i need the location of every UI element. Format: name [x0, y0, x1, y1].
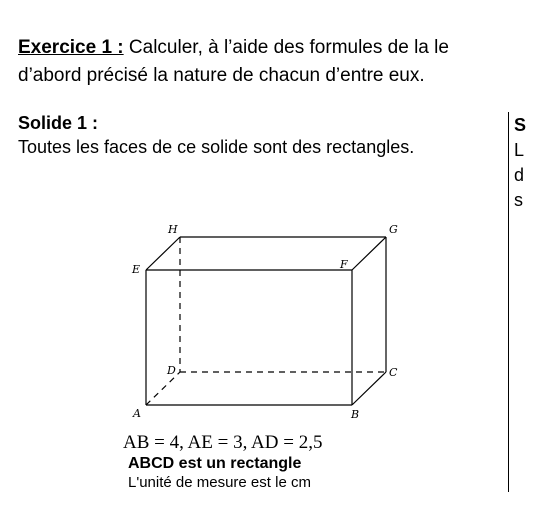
edge-fg [352, 237, 386, 270]
edge-eh [146, 237, 180, 270]
vertex-label-a: A [133, 407, 141, 420]
solide-2-line-2: d [514, 165, 525, 185]
solide-2-title: S [514, 115, 527, 135]
solide-1-title: Solide 1 : [18, 113, 99, 133]
exercise-label: Exercice 1 : [18, 37, 124, 58]
vertex-label-c: C [389, 366, 398, 379]
vertex-label-f: F [340, 258, 348, 271]
edge-bc [352, 372, 386, 405]
dimensions-caption: AB = 4, AE = 3, AD = 2,5 [123, 432, 323, 453]
rectangle-note: ABCD est un rectangle [128, 455, 302, 472]
column-divider [508, 112, 509, 492]
unit-note: L'unité de mesure est le cm [128, 474, 311, 491]
vertex-label-e: E [132, 263, 141, 276]
exercise-line-2: d’abord précisé la nature de chacun d’entre eux. [18, 65, 425, 86]
vertex-label-d: D [167, 364, 176, 377]
vertex-label-b: B [351, 408, 360, 421]
vertex-label-g: G [389, 223, 398, 236]
vertex-label-h: H [168, 223, 178, 236]
solide-2-line-1: L [514, 140, 525, 160]
solide-1-description: Toutes les faces de ce solide sont des rectangles. [18, 137, 415, 157]
solide-2-line-3: s [514, 190, 523, 210]
exercise-instruction: Calculer, à l’aide des formules de la le [123, 37, 449, 58]
solide-2-column [514, 113, 526, 213]
